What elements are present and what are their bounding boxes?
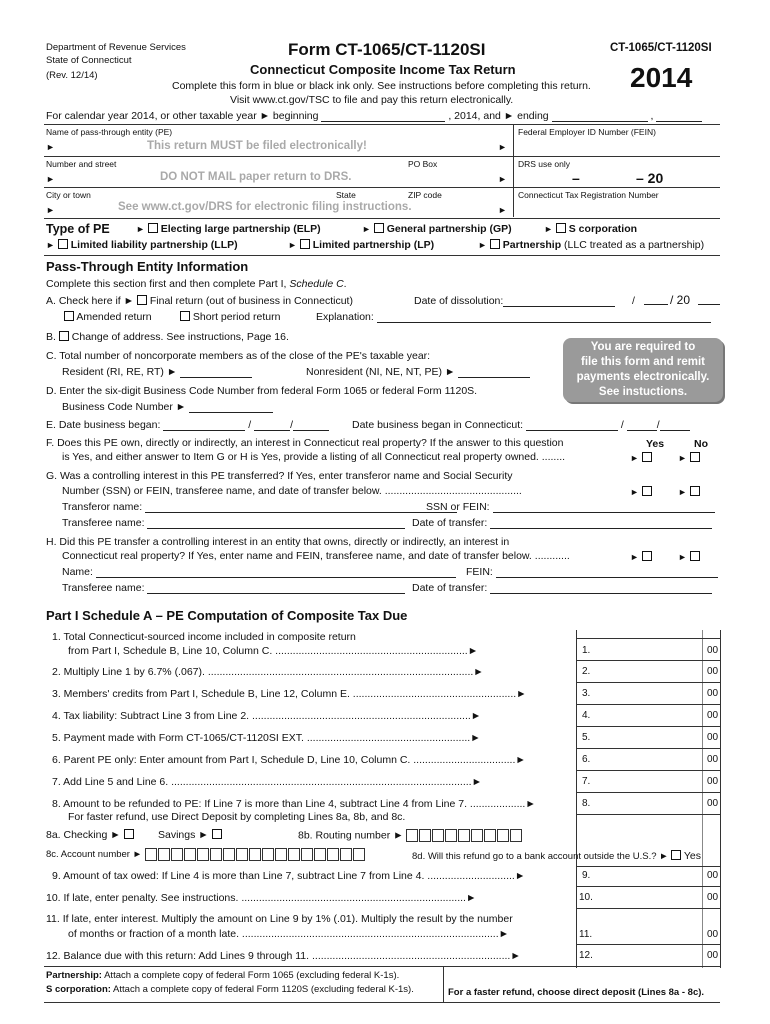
h-fein-field[interactable] [496,568,718,578]
short-period-checkbox[interactable] [180,311,190,321]
routing-row [298,829,523,842]
resident-label: Resident (RI, RE, RT) ► [62,366,178,378]
form-id-right: CT-1065/CT-1120SI [610,42,712,54]
lp-label: Limited partnership (LP) [312,239,435,251]
f-yes: ► [630,452,652,464]
callout-line: payments electronically. [576,371,710,383]
divider [576,660,720,661]
line12-amount-field[interactable] [598,946,700,964]
divider [576,748,720,749]
tax-year: 2014 [630,62,693,93]
h-transfer-date-field[interactable] [490,584,712,594]
calendar-label: For calendar year 2014, or other taxable year ► beginning [46,110,319,122]
routing-number-field[interactable] [406,829,523,841]
outside-us-row [412,850,701,862]
line11-amount-field[interactable] [598,924,700,942]
divider [44,966,720,967]
calendar-comma: , [650,110,654,122]
type-llc[interactable]: ► Partnership (LLC treated as a partnership) [478,239,705,251]
line4-num: 4. [582,710,591,721]
divider [576,682,720,683]
line10-num: 10. [579,892,593,903]
line7-num: 7. [582,776,591,787]
revision: (Rev. 12/14) [46,70,98,81]
e-month-field[interactable] [163,421,245,431]
line2-num: 2. [582,666,591,677]
line5-num: 5. [582,732,591,743]
partnership-bold: Partnership: [46,970,102,981]
item-b [46,331,289,343]
item-f-line2: is Yes, and either answer to Item G or H is Yes, provide a listing of all Connecticut real property owned. ........ [62,451,566,463]
divider [44,187,720,188]
item-g-line2: Number (SSN) or FEIN, transferee name, and date of transfer below. ............................................... [62,485,522,497]
divider [576,770,720,771]
nonresident-label: Nonresident (NI, NE, NT, PE) ► [306,366,456,378]
line3-text: 3. Members' credits from Part I, Schedule B, Line 12, Column E. ........................................................► [52,688,527,700]
g-no: ► [678,486,700,498]
footer-scorp [46,984,414,995]
bcn-label: Business Code Number ► [62,401,187,413]
line12-text: 12. Balance due with this return: Add Lines 9 through 11. ....................................................................► [46,950,521,962]
resident-row [62,366,252,378]
line9-text: 9. Amount of tax owed: If Line 4 is more than Line 7, subtract Line 7 from Line 4. ..............................► [52,870,526,882]
change-address-label: Change of address. See instructions, Page 16. [71,331,289,343]
arrow-icon: ► [46,174,55,184]
h-no: ► [678,551,700,563]
final-return-checkbox[interactable] [137,295,147,305]
divider [576,814,720,815]
type-elp[interactable]: ► Electing large partnership (ELP) [136,223,321,235]
gp-label: General partnership (GP) [386,223,512,235]
line12-num: 12. [579,950,593,961]
schedule-a-heading: Part I Schedule A – PE Computation of Composite Tax Due [46,608,408,623]
partnership-text: Attach a complete copy of federal Form 1065 (excluding federal K-1s). [104,970,400,981]
h-fein-label: FEIN: [466,566,493,578]
item-d: D. Enter the six-digit Business Code Number from federal Form 1065 or federal Form 1120S. [46,385,478,397]
divider [44,255,720,256]
transferor-label: Transferor name: [62,501,143,513]
resident-field[interactable] [180,368,252,378]
line8-text2: For faster refund, use Direct Deposit by completing Lines 8a, 8b, and 8c. [68,811,406,823]
transferee-label: Transferee name: [62,517,145,529]
street-field[interactable] [62,170,402,186]
city-watermark: See www.ct.gov/DRS for electronic filing instructions. [118,201,412,213]
line8-cents: 00 [707,798,719,809]
h-name-row [62,566,456,578]
drs-dash: – [572,170,580,186]
divider [576,792,720,793]
ssn-field[interactable] [493,503,715,513]
h-transfer-date-row [412,582,712,594]
bcn-row [62,401,273,413]
pobox-label: PO Box [408,159,438,169]
drs-20: – 20 [636,170,664,186]
account-number-field[interactable] [145,849,366,860]
dissolution-slash: / [632,295,635,307]
item-a [46,295,353,307]
savings-row [158,829,222,841]
no-header: No [694,438,708,450]
scorp-checkbox[interactable] [556,223,566,233]
item-e: E. Date business began: / / [46,419,329,431]
ssn-row [426,501,715,513]
amended-checkbox[interactable] [64,311,74,321]
line6-cents: 00 [707,754,719,765]
street-watermark: DO NOT MAIL paper return to DRS. [160,171,352,183]
divider [44,156,720,157]
entity-name-field[interactable] [62,138,492,154]
final-return-label: Final return (out of business in Connecticut) [149,295,353,307]
h-no-checkbox[interactable] [690,551,700,561]
instructions-line2: Visit www.ct.gov/TSC to file and pay this return electronically. [230,94,514,106]
amended-label: Amended return [76,311,152,323]
divider [513,124,514,217]
short-period-label: Short period return [192,311,281,323]
divider [443,966,444,1002]
item-b-label: B. [46,331,56,343]
g-yes-checkbox[interactable] [642,486,652,496]
line6-num: 6. [582,754,591,765]
line7-cents: 00 [707,776,719,787]
line5-cents: 00 [707,732,719,743]
line1-text1: 1. Total Connecticut-sourced income included in composite return [52,631,356,643]
h-name-field[interactable] [96,568,456,578]
zip-label: ZIP code [408,190,442,200]
line5-amount-field[interactable] [596,728,700,746]
transferor-row [62,501,457,513]
dissolution-label: Date of dissolution: [414,295,504,307]
transfer-date-label: Date of transfer: [412,517,488,529]
city-field[interactable] [62,201,332,217]
drs-use-label: DRS use only [518,159,570,169]
llc-label: (LLC treated as a partnership) [564,239,705,251]
transfer-date-row [412,517,712,529]
callout-line: See instuctions. [598,386,688,398]
routing-label: 8b. Routing number ► [298,829,404,842]
line8-num: 8. [582,798,591,809]
savings-checkbox[interactable] [212,829,222,839]
divider [576,726,720,727]
account-row [46,848,366,861]
e-day-field[interactable] [254,421,290,431]
cents-divider [702,630,703,968]
state-field[interactable] [334,201,402,217]
state-label: State [336,190,356,200]
line6-text: 6. Parent PE only: Enter amount from Part I, Schedule D, Line 10, Column C. ...................................► [52,754,526,766]
item-h-line2: Connecticut real property? If Yes, enter name and FEIN, transferee name, and date of transfer below. ............ [62,550,570,562]
intro-schedule: Schedule C [289,278,344,290]
h-transferee-field[interactable] [147,584,405,594]
line4-text: 4. Tax liability: Subtract Line 3 from Line 2. ...........................................................................► [52,710,482,722]
street-label: Number and street [46,159,117,169]
entity-name-watermark: This return MUST be filed electronically! [147,140,367,152]
ct-reg-field[interactable] [518,201,718,217]
type-lp[interactable]: ► Limited partnership (LP) [288,239,435,251]
arrow-icon: ► [46,205,55,215]
item-c: C. Total number of noncorporate members as of the close of the PE's taxable year: [46,350,431,362]
divider [44,124,720,125]
llc-checkbox[interactable] [490,239,500,249]
form-title: Form CT-1065/CT-1120SI [288,40,486,59]
outside-us-label: 8d. Will this refund go to a bank account outside the U.S.? ► [412,851,669,862]
h-transferee-row [62,582,405,594]
lp-checkbox[interactable] [300,239,310,249]
llc-bold-label: Partnership [502,239,562,251]
line10-amount-field[interactable] [598,888,700,906]
gp-checkbox[interactable] [374,223,384,233]
e-ct-month-field[interactable] [526,421,618,431]
ssn-label: SSN or FEIN: [426,501,490,513]
item-a-label: A. Check here if ► [46,295,135,307]
item-f-line1: F. Does this PE own, directly or indirectly, an interest in Connecticut real property? If the answer to this question [46,437,564,449]
scorp-label: S corporation [568,223,638,235]
type-scorp[interactable]: ► S corporation [544,223,638,235]
line7-text: 7. Add Line 5 and Line 6. .......................................................................................................► [52,776,482,788]
line1-cents: 00 [707,645,719,656]
h-name-label: Name: [62,566,93,578]
type-llp[interactable]: ► Limited liability partnership (LLP) [46,239,238,251]
line3-num: 3. [582,688,591,699]
ct-reg-label: Connecticut Tax Registration Number [518,190,659,200]
h-fein-row [466,566,718,578]
explanation-row [316,311,711,323]
nonresident-row [306,366,530,378]
end-date-field[interactable] [552,112,648,122]
amount-column-left [576,630,577,968]
line3-cents: 00 [707,688,719,699]
checking-label: 8a. Checking ► [46,829,121,841]
fein-field[interactable] [518,138,718,154]
dissolution-row [414,295,615,307]
scorp-text: Attach a complete copy of federal Form 1120S (excluding federal K-1s). [113,984,414,995]
line10-cents: 00 [707,892,719,903]
line2-text: 2. Multiply Line 1 by 6.7% (.067). ...........................................................................................► [52,666,484,678]
yes-header: Yes [646,438,665,450]
dissolution-year-prefix: / 20 [670,293,691,307]
divider [576,704,720,705]
callout-line: file this form and remit [581,356,705,368]
elp-label: Electing large partnership (ELP) [160,223,321,235]
faster-refund-note: For a faster refund, choose direct deposit (Lines 8a - 8c). [448,987,705,998]
savings-label: Savings ► [158,829,209,841]
e-label: E. Date business began: [46,419,161,431]
line9-num: 9. [582,870,591,881]
change-address-checkbox[interactable] [59,331,69,341]
form-subtitle: Connecticut Composite Income Tax Return [250,62,516,77]
line2-amount-field[interactable] [596,662,700,680]
dept-name: Department of Revenue Services [46,42,186,53]
e-year-field[interactable] [293,421,329,431]
bcn-field[interactable] [189,403,273,413]
line8-amount-field[interactable] [596,794,700,812]
line3-amount-field[interactable] [596,684,700,702]
divider [44,1002,720,1003]
item-g-line1: G. Was a controlling interest in this PE transferred? If Yes, enter transferor name and Social Security [46,470,513,482]
h-transfer-date-label: Date of transfer: [412,582,488,594]
line1-text2: from Part I, Schedule B, Line 10, Column C. ..................................................................► [68,645,479,657]
checking-checkbox[interactable] [124,829,134,839]
dissolution-year-field[interactable] [698,295,720,305]
type-gp[interactable]: ► General partnership (GP) [362,223,512,235]
line8-text1: 8. Amount to be refunded to PE: If Line 7 is more than Line 4, subtract Line 4 from Line 7. ...................► [52,798,536,810]
g-yes: ► [630,486,652,498]
fein-label: Federal Employer ID Number (FEIN) [518,127,656,137]
checking-row [46,829,134,841]
nonresident-field[interactable] [458,368,530,378]
amended-row [64,311,152,323]
city-label: City or town [46,190,91,200]
state-name: State of Connecticut [46,55,132,66]
divider [44,218,720,219]
line6-amount-field[interactable] [596,750,700,768]
short-period-row [180,311,280,323]
line5-text: 5. Payment made with Form CT-1065/CT-1120SI EXT. ........................................................► [52,732,481,744]
calendar-mid-label: , 2014, and ► ending [448,110,549,122]
line12-cents: 00 [707,950,719,961]
pobox-field[interactable] [406,170,492,186]
elp-checkbox[interactable] [148,223,158,233]
entity-name-label: Name of pass-through entity (PE) [46,127,173,137]
type-of-pe-label: Type of PE [46,222,110,236]
arrow-icon: ► [498,205,507,215]
calendar-year-line [46,110,702,122]
e-ct-day-field[interactable] [627,421,657,431]
transferee-field[interactable] [147,519,405,529]
f-yes-checkbox[interactable] [642,452,652,462]
line1-amount-field[interactable] [596,640,700,658]
line9-amount-field[interactable] [596,866,700,884]
end-year-field[interactable] [656,112,702,122]
llp-label: Limited liability partnership (LLP) [70,239,238,251]
footer-partnership [46,970,399,981]
line4-amount-field[interactable] [596,706,700,724]
divider [576,638,720,639]
h-yes: ► [630,551,652,563]
e-ct-year-field[interactable] [660,421,690,431]
h-transferee-label: Transferee name: [62,582,145,594]
divider [576,886,720,887]
f-no: ► [678,452,700,464]
outside-us-checkbox[interactable] [671,850,681,860]
line4-cents: 00 [707,710,719,721]
line11-cents: 00 [707,929,719,940]
line2-cents: 00 [707,666,719,677]
transferor-field[interactable] [145,503,457,513]
divider [576,944,720,945]
arrow-icon: ► [46,142,55,152]
pass-through-intro: Complete this section first and then complete Part I, Schedule C. [46,278,347,290]
e-ct-label: Date business began in Connecticut: [352,419,524,431]
item-h-line1: H. Did this PE transfer a controlling interest in an entity that owns, directly or indirectly, an interest in [46,536,510,548]
account-label: 8c. Account number ► [46,849,143,861]
h-yes-checkbox[interactable] [642,551,652,561]
dissolution-month-field[interactable] [503,297,615,307]
amount-column-right [720,630,721,968]
arrow-icon: ► [498,174,507,184]
arrow-icon: ► [498,142,507,152]
line7-amount-field[interactable] [596,772,700,790]
line1-num: 1. [582,645,591,656]
dissolution-day-field[interactable] [644,295,668,305]
line10-text: 10. If late, enter penalty. See instructions. .............................................................................► [46,892,477,904]
line11-text2: of months or fraction of a month late. ........................................................................................► [68,928,510,940]
g-no-checkbox[interactable] [690,486,700,496]
divider [576,908,720,909]
f-no-checkbox[interactable] [690,452,700,462]
line11-num: 11. [579,929,593,940]
electronic-filing-callout [563,338,723,402]
begin-date-field[interactable] [321,112,445,122]
llp-checkbox[interactable] [58,239,68,249]
line9-cents: 00 [707,870,719,881]
pass-through-heading: Pass-Through Entity Information [46,259,249,274]
transfer-date-field[interactable] [490,519,712,529]
explanation-field[interactable] [377,313,711,323]
intro-text: Complete this section first and then complete Part I, [46,278,287,290]
line11-text1: 11. If late, enter interest. Multiply the amount on Line 9 by 1% (.01). Multiply the result by the number [46,913,513,925]
explanation-label: Explanation: [316,311,374,323]
zip-field[interactable] [406,201,492,217]
scorp-bold: S corporation: [46,984,111,995]
item-e-ct: Date business began in Connecticut: / / [352,419,690,431]
outside-us-yes: Yes [683,850,701,862]
instructions-line1: Complete this form in blue or black ink only. See instructions before completing this return. [172,80,591,92]
callout-line: You are required to [590,341,696,353]
transferee-row [62,517,405,529]
